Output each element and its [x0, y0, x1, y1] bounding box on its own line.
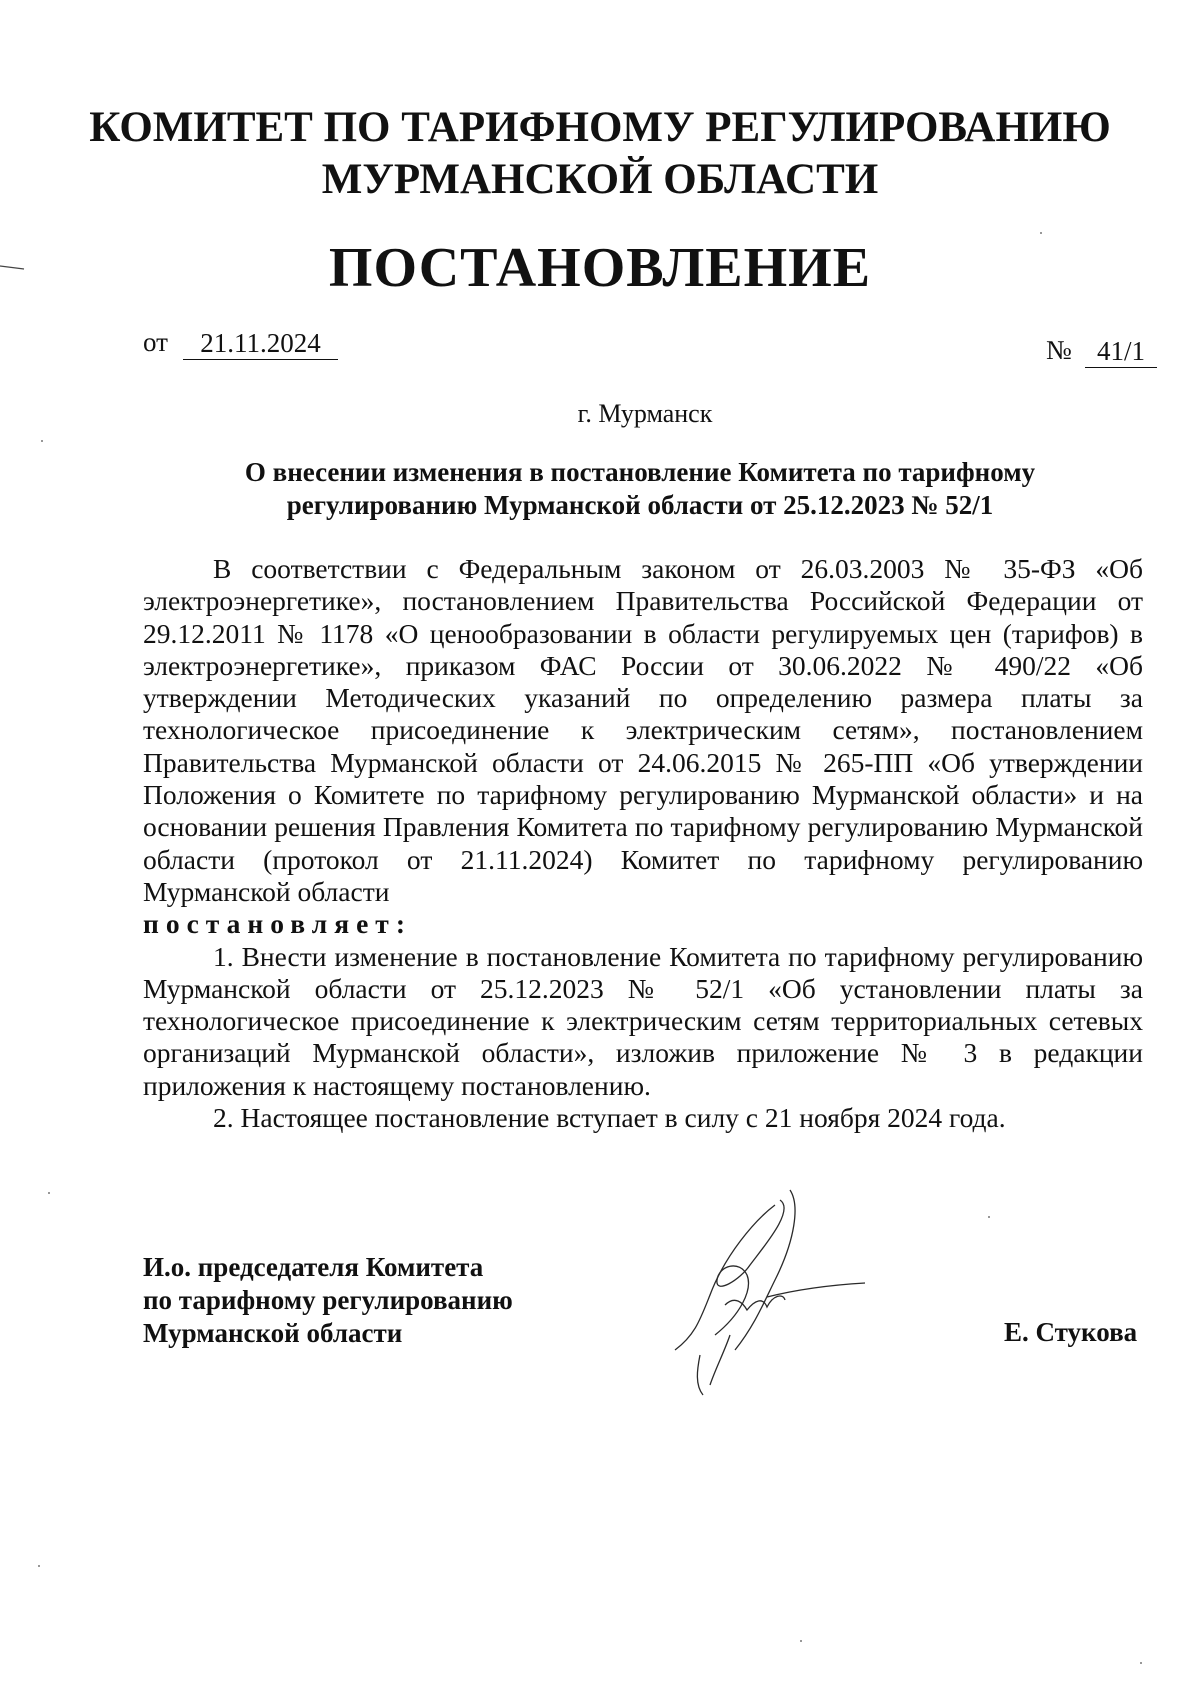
number-label: № [1046, 335, 1072, 365]
document-type-title: ПОСТАНОВЛЕНИЕ [328, 237, 872, 299]
organization-name [0, 102, 1200, 206]
signatory-title-line-1: И.о. председателя Комитета [143, 1252, 484, 1282]
preamble-text: В соответствии с Федеральным законом от 26.03.2003 № 35-ФЗ «Об электроэнергетике», постановлением Правительства Российской Федерации от 29.12.2011 № 1178 «О ценообразовании в области регулируемых цен (тарифов) в электроэнергетике», приказом ФАС России от 30.06.2022 № 490/22 «Об утверждении Методических указаний по определению размера платы за технологическое присоединение к электрическим сетям», постановлением Правительства Мурманской области от 24.06.2015 № 265-ПП «Об утверждении Положения о Комитете по тарифному регулированию Мурманской области» и на основании решения Правления Комитета по тарифному регулированию Мурманской области (протокол от 21.11.2024) Комитет по тарифному регулированию Мурманской области [143, 553, 1143, 907]
resolves-word: постановляет [143, 908, 396, 940]
document-body [143, 553, 1143, 1134]
scan-speck [800, 1640, 802, 1642]
document-number: 41/1 [1085, 335, 1157, 368]
signatory-name: Е. Стукова [1004, 1317, 1138, 1347]
signatory-title-line-2: по тарифному регулированию [143, 1285, 513, 1315]
document-subject [180, 456, 1100, 522]
handwritten-signature [655, 1185, 895, 1405]
item-2-paragraph: 2. Настоящее постановление вступает в силу с 21 ноября 2024 года. [213, 1102, 1006, 1134]
scan-speck [41, 440, 43, 442]
preamble-paragraph [143, 553, 1143, 908]
organization-line-1: КОМИТЕТ ПО ТАРИФНОМУ РЕГУЛИРОВАНИЮ [89, 104, 1111, 151]
scan-speck [1040, 232, 1042, 234]
item-1-paragraph: 1. Внести изменение в постановление Комитета по тарифному регулированию Мурманской области от 25.12.2023 № 52/1 «Об установлении платы за технологическое присоединение к электрическим сетям территориальных сетевых организаций Мурманской области», изложив приложение № 3 в редакции приложения к настоящему постановлению. [143, 940, 1143, 1101]
scan-speck [48, 1192, 50, 1194]
resolves-line [143, 908, 1143, 940]
subject-line-2: регулированию Мурманской области от 25.12.2023 № 52/1 [286, 490, 994, 520]
organization-line-2: МУРМАНСКОЙ ОБЛАСТИ [321, 156, 879, 203]
resolves-colon: : [395, 908, 412, 940]
city-name: г. Мурманск [577, 399, 713, 428]
signatory-title-line-3: Мурманской области [143, 1318, 403, 1348]
document-date: 21.11.2024 [183, 327, 338, 360]
scan-speck [38, 1565, 40, 1567]
scan-speck [1140, 1662, 1142, 1664]
date-label: от [143, 327, 168, 357]
scan-speck [988, 1216, 990, 1218]
subject-line-1: О внесении изменения в постановление Комитета по тарифному [244, 457, 1036, 487]
signatory-title [143, 1251, 513, 1350]
